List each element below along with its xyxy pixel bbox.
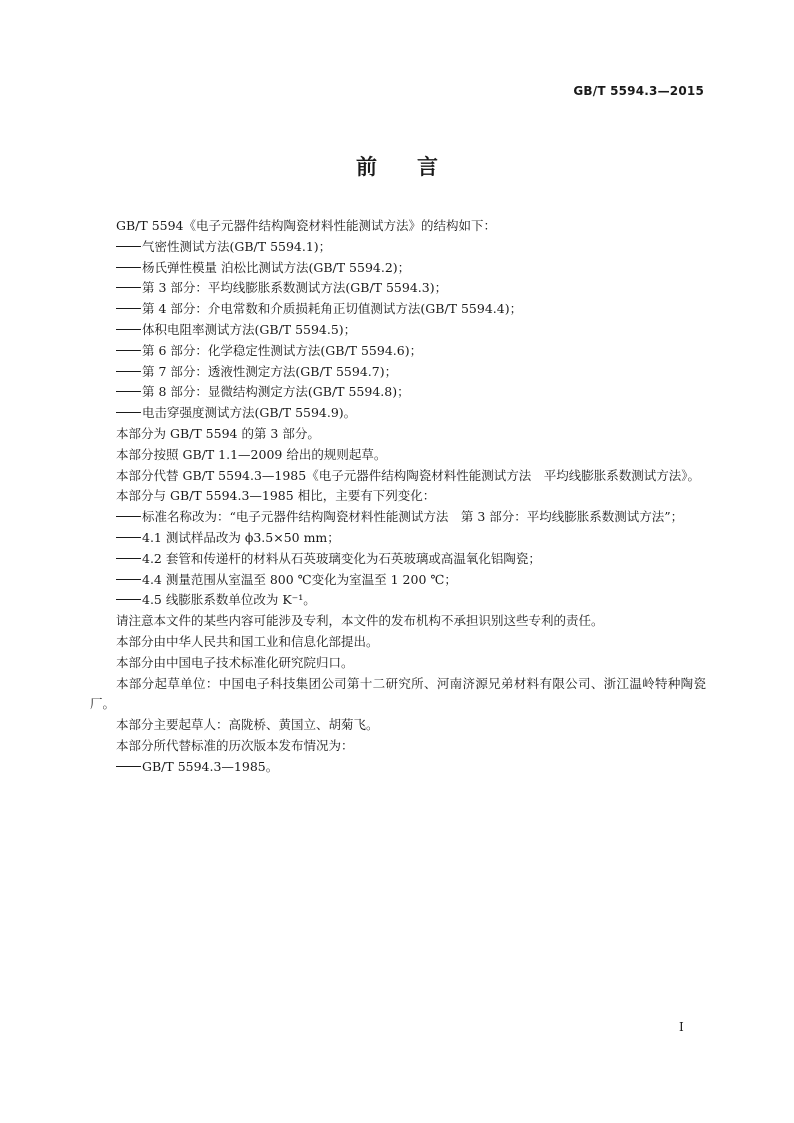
list-item: 4.5 线膨胀系数单位改为 K⁻¹。: [90, 590, 706, 611]
list-item: GB/T 5594.3—1985。: [90, 757, 706, 778]
paragraph: 本部分代替 GB/T 5594.3—1985《电子元器件结构陶瓷材料性能测试方法 平均线膨胀系数测试方法》。: [116, 467, 700, 483]
dash-marker: [116, 579, 141, 580]
paragraph: 本部分为 GB/T 5594 的第 3 部分。: [116, 425, 320, 441]
paragraph: 本部分与 GB/T 5594.3—1985 相比，主要有下列变化：: [116, 488, 436, 504]
foreword-body: [90, 216, 706, 778]
dash-marker: [116, 766, 141, 767]
paragraph: 本部分所代替标准的历次版本发布情况为：: [116, 737, 354, 753]
dash-marker: [116, 537, 141, 538]
dash-marker: [116, 391, 141, 392]
list-item: 标准名称改为：“电子元器件结构陶瓷材料性能测试方法 第 3 部分：平均线膨胀系数测试方法”；: [90, 507, 706, 528]
dash-marker: [116, 329, 141, 330]
dash-marker: [116, 371, 141, 372]
dash-marker: [116, 350, 141, 351]
paragraph: 请注意本文件的某些内容可能涉及专利，本文件的发布机构不承担识别这些专利的责任。: [116, 613, 604, 629]
list-item: 4.2 套管和传递杆的材料从石英玻璃变化为石英玻璃或高温氧化铝陶瓷；: [90, 549, 706, 570]
paragraph: 本部分由中华人民共和国工业和信息化部提出。: [116, 633, 379, 649]
list-item: 4.4 测量范围从室温至 800 ℃变化为室温至 1 200 ℃；: [90, 570, 706, 591]
list-item: 第 8 部分：显微结构测定方法(GB/T 5594.8)；: [90, 382, 706, 403]
paragraph: GB/T 5594《电子元器件结构陶瓷材料性能测试方法》的结构如下：: [116, 218, 497, 233]
dash-marker: [116, 412, 141, 413]
dash-marker: [116, 558, 141, 559]
list-item: 气密性测试方法(GB/T 5594.1)；: [90, 237, 706, 258]
dash-marker: [116, 267, 141, 268]
dash-marker: [116, 599, 141, 600]
paragraph: 本部分按照 GB/T 1.1—2009 给出的规则起草。: [116, 446, 387, 462]
paragraph: 本部分主要起草人：高陇桥、黄国立、胡菊飞。: [116, 717, 379, 733]
dash-marker: [116, 246, 141, 247]
list-item: 第 4 部分：介电常数和介质损耗角正切值测试方法(GB/T 5594.4)；: [90, 299, 706, 320]
list-item: 杨氏弹性模量 泊松比测试方法(GB/T 5594.2)；: [90, 258, 706, 279]
dash-marker: [116, 516, 141, 517]
standard-code: GB/T 5594.3—2015: [573, 84, 704, 98]
list-item: 第 6 部分：化学稳定性测试方法(GB/T 5594.6)；: [90, 341, 706, 362]
list-item: 电击穿强度测试方法(GB/T 5594.9)。: [90, 403, 706, 424]
list-item: 体积电阻率测试方法(GB/T 5594.5)；: [90, 320, 706, 341]
list-item: 第 3 部分：平均线膨胀系数测试方法(GB/T 5594.3)；: [90, 278, 706, 299]
list-item: 4.1 测试样品改为 ϕ3.5×50 mm；: [90, 528, 706, 549]
list-item: 第 7 部分：透液性测定方法(GB/T 5594.7)；: [90, 362, 706, 383]
page-title: 前言: [356, 155, 478, 179]
dash-marker: [116, 308, 141, 309]
dash-marker: [116, 287, 141, 288]
paragraph: 本部分起草单位：中国电子科技集团公司第十二研究所、河南济源兄弟材料有限公司、浙江温岭特种陶瓷厂。: [90, 675, 706, 712]
paragraph: 本部分由中国电子技术标准化研究院归口。: [116, 654, 354, 670]
page-number: I: [679, 1020, 684, 1034]
